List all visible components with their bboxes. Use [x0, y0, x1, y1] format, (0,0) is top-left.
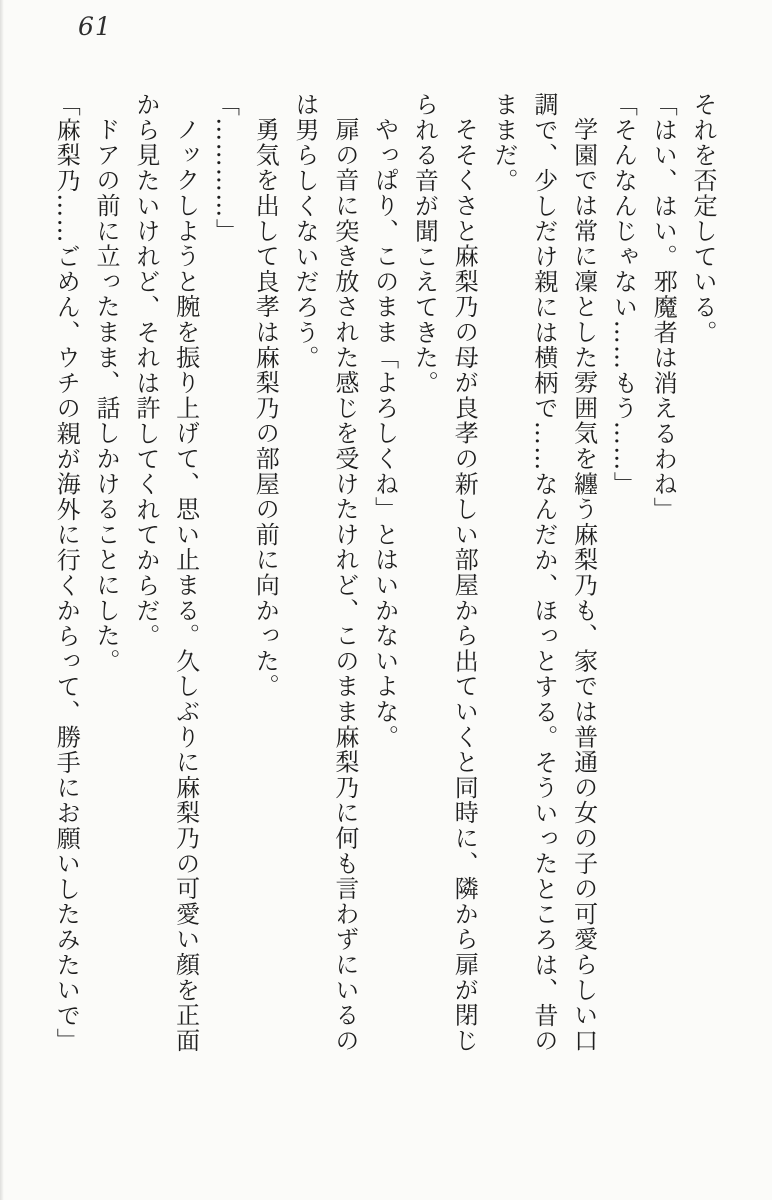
text-column: 「…………」 [211, 92, 240, 244]
text-column: から見たいけれど、それは許してくれてからだ。 [131, 92, 160, 649]
text-column: そそくさと麻梨乃の母が良孝の新しい部屋から出ていくと同時に、隣から扉が閉じ [450, 117, 479, 1054]
text-column: ドアの前に立ったまま、話しかけることにした。 [92, 117, 121, 674]
text-column: られる音が聞こえてきた。 [410, 92, 439, 396]
text-column: 「麻梨乃……ごめん、ウチの親が海外に行くからって、勝手にお願いしたみたいで」 [52, 92, 81, 1054]
scan-edge-shadow [0, 0, 4, 1200]
text-column: それを否定している。 [689, 92, 717, 345]
text-column: 勇気を出して良孝は麻梨乃の部屋の前に向かった。 [251, 117, 280, 699]
text-column: やっぱり、このまま「よろしくね」とはいかないよな。 [370, 117, 399, 750]
text-column: ままだ。 [490, 92, 519, 194]
text-column: 扉の音に突き放された感じを受けたけれど、このまま麻梨乃に何も言わずにいるの [330, 117, 359, 1054]
text-column: 学園では常に凜とした雰囲気を纏う麻梨乃も、家では普通の女の子の可愛らしい口 [569, 117, 598, 1054]
vertical-text-block [45, 92, 722, 1060]
text-column: 調で、少しだけ親には横柄で……なんだか、ほっとする。そういったところは、昔の [529, 92, 558, 1054]
text-column: 「はい、はい。邪魔者は消えるわね」 [649, 92, 678, 523]
text-column: は男らしくないだろう。 [291, 92, 320, 371]
page-number: 61 [78, 12, 112, 41]
text-column: ノックしようと腕を振り上げて、思い止まる。久しぶりに麻梨乃の可愛い顔を正面 [171, 117, 200, 1054]
text-column: 「そんなんじゃない……もう……」 [609, 92, 638, 497]
